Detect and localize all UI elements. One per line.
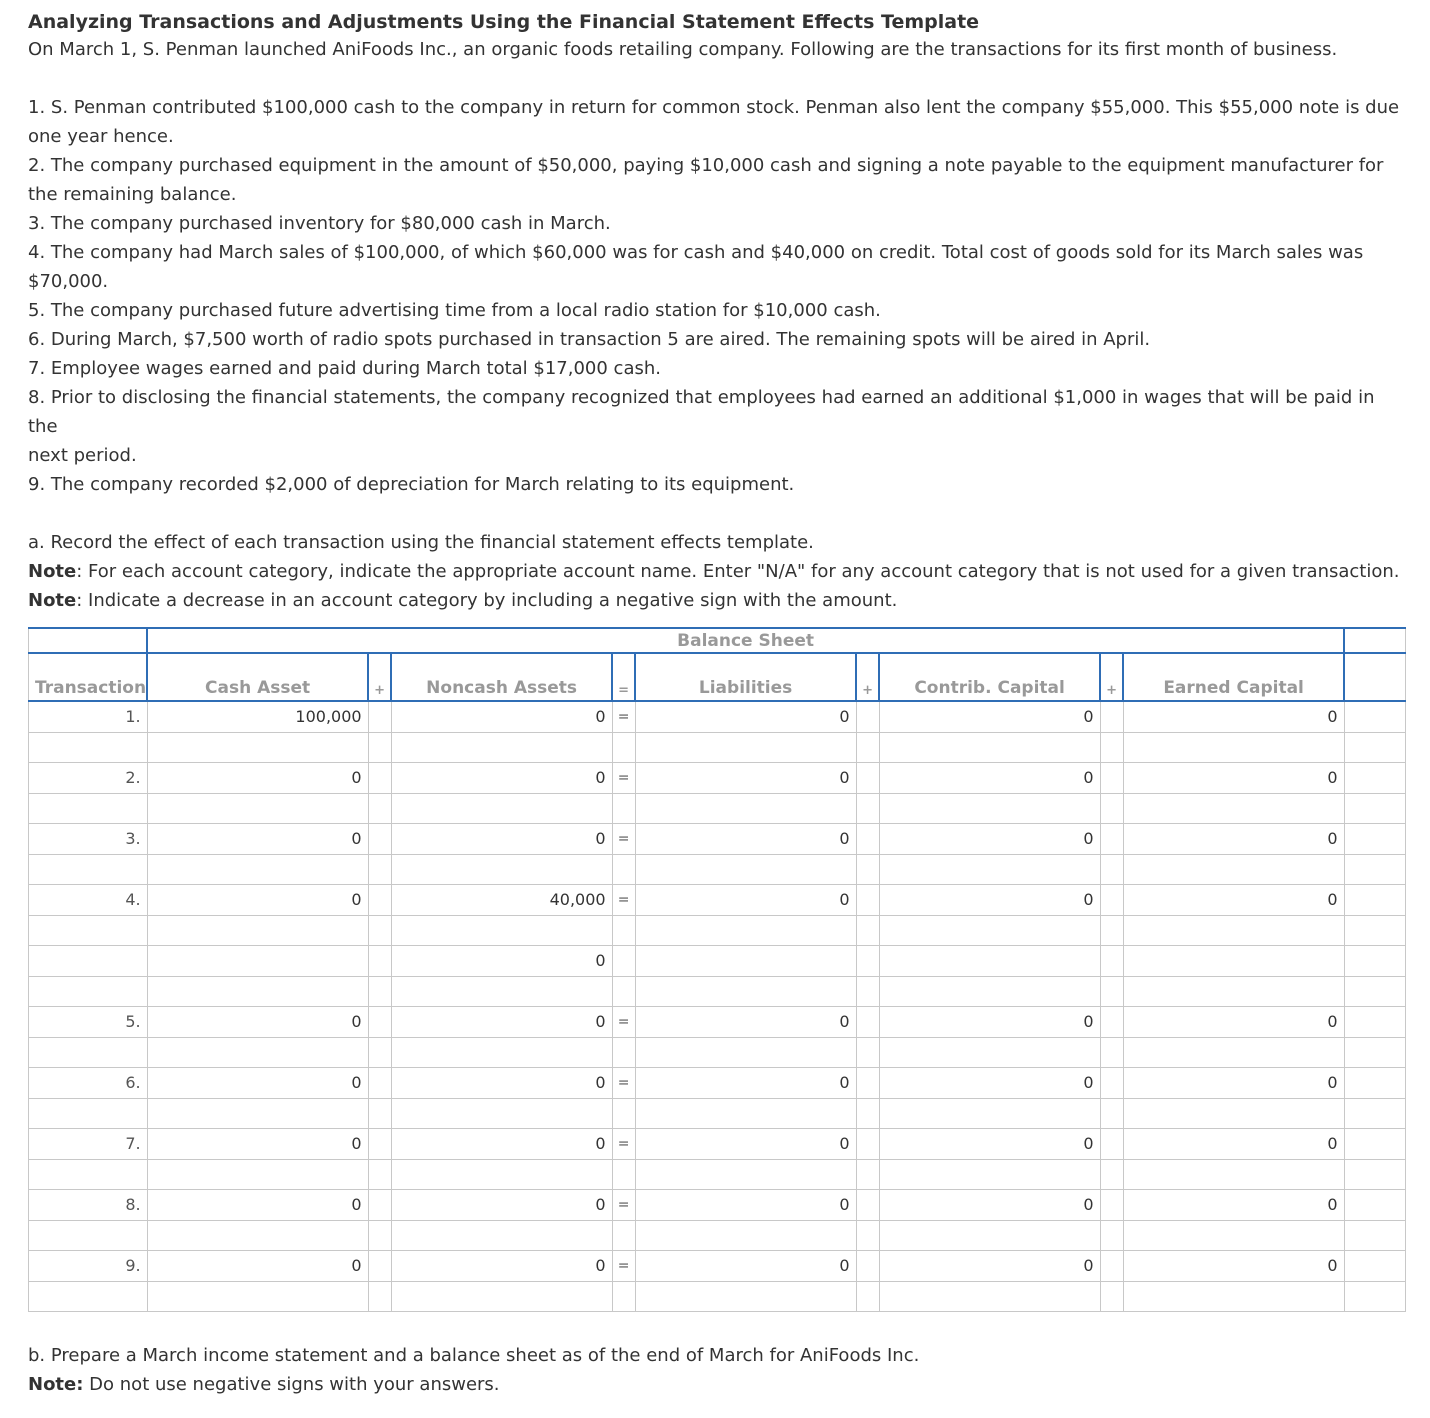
operator-cell	[368, 1128, 391, 1159]
account-name-row	[29, 732, 1406, 762]
noncash-assets-cell[interactable]: 0	[391, 1006, 612, 1037]
table-row	[29, 1189, 1406, 1220]
operator-cell	[856, 762, 879, 793]
operator-cell	[1100, 1250, 1123, 1281]
spacer-cell	[1344, 1128, 1405, 1159]
account-name-input[interactable]	[1123, 1220, 1344, 1250]
blank-cell	[856, 915, 879, 945]
cash-asset-cell[interactable]: 100,000	[147, 701, 368, 732]
earned-capital-cell[interactable]	[1123, 945, 1344, 976]
transaction-number: 5.	[29, 1006, 148, 1037]
blank-cell	[29, 854, 148, 884]
operator-cell	[1100, 701, 1123, 732]
account-name-row	[29, 854, 1406, 884]
blank-cell	[612, 1037, 635, 1067]
account-name-input[interactable]	[147, 1098, 368, 1128]
equals-cell: =	[612, 1250, 635, 1281]
plus-icon: +	[1100, 653, 1123, 701]
blank-cell	[29, 1220, 148, 1250]
account-name-row	[29, 1220, 1406, 1250]
blank-cell	[1344, 1220, 1405, 1250]
transaction-line: $70,000.	[28, 271, 109, 292]
operator-cell	[1100, 823, 1123, 854]
cash-asset-cell[interactable]	[147, 945, 368, 976]
blank-cell	[1100, 915, 1123, 945]
noncash-assets-cell[interactable]: 0	[391, 701, 612, 732]
transaction-number: 7.	[29, 1128, 148, 1159]
part-b-instruction: b. Prepare a March income statement and a balance sheet as of the end of March for AniFoods Inc.	[28, 1345, 920, 1366]
account-name-input[interactable]	[391, 854, 612, 884]
transaction-number: 1.	[29, 701, 148, 732]
earned-capital-cell[interactable]: 0	[1123, 1006, 1344, 1037]
spacer-cell	[1344, 1006, 1405, 1037]
account-name-input[interactable]	[1123, 854, 1344, 884]
account-name-input[interactable]	[147, 1159, 368, 1189]
contrib-capital-cell[interactable]	[879, 945, 1100, 976]
noncash-assets-cell[interactable]: 0	[391, 945, 612, 976]
account-name-input[interactable]	[1123, 793, 1344, 823]
transaction-line: 6. During March, $7,500 worth of radio spots purchased in transaction 5 are aired. The remaining spots will be aired in April.	[28, 329, 1151, 350]
blank-cell	[1100, 793, 1123, 823]
transaction-number	[29, 945, 148, 976]
note-label: Note	[28, 561, 77, 582]
operator-cell	[368, 823, 391, 854]
blank-cell	[856, 732, 879, 762]
operator-cell	[1100, 1006, 1123, 1037]
col-transaction: Transaction	[29, 653, 148, 701]
account-name-input[interactable]	[879, 793, 1100, 823]
operator-cell	[368, 1189, 391, 1220]
transaction-line: 2. The company purchased equipment in the amount of $50,000, paying $10,000 cash and signing a note payable to the equipment manufacturer for	[28, 155, 1384, 176]
table-row	[29, 1067, 1406, 1098]
contrib-capital-cell[interactable]: 0	[879, 823, 1100, 854]
part-b-section	[28, 1341, 1408, 1399]
blank-cell	[856, 854, 879, 884]
noncash-assets-cell[interactable]: 0	[391, 1189, 612, 1220]
equals-icon: =	[612, 653, 635, 701]
cash-asset-cell[interactable]: 0	[147, 1250, 368, 1281]
table-row	[29, 884, 1406, 915]
blank-cell	[856, 976, 879, 1006]
operator-cell	[856, 945, 879, 976]
liabilities-cell[interactable]	[635, 945, 856, 976]
liabilities-cell[interactable]: 0	[635, 1189, 856, 1220]
account-name-input[interactable]	[879, 1098, 1100, 1128]
balance-sheet-label: Balance Sheet	[147, 628, 1344, 653]
transaction-number: 4.	[29, 884, 148, 915]
col-noncash-assets: Noncash Assets	[391, 653, 612, 701]
column-header-row	[29, 653, 1406, 701]
blank-cell	[1344, 1037, 1405, 1067]
blank-cell	[1344, 854, 1405, 884]
equals-cell: =	[612, 1189, 635, 1220]
account-name-input[interactable]	[1123, 1098, 1344, 1128]
liabilities-cell[interactable]: 0	[635, 1250, 856, 1281]
equals-cell: =	[612, 823, 635, 854]
account-name-row	[29, 1281, 1406, 1311]
account-name-input[interactable]	[635, 854, 856, 884]
blank-cell	[1344, 1098, 1405, 1128]
transaction-line: 9. The company recorded $2,000 of depreciation for March relating to its equipment.	[28, 474, 795, 495]
account-name-row	[29, 1159, 1406, 1189]
account-name-input[interactable]	[147, 854, 368, 884]
account-name-input[interactable]	[391, 1159, 612, 1189]
note-text: : For each account category, indicate the appropriate account name. Enter "N/A" for any account category that is not used for a given transaction.	[76, 561, 1400, 582]
transaction-line: 3. The company purchased inventory for $80,000 cash in March.	[28, 213, 611, 234]
blank-cell	[612, 1281, 635, 1311]
transaction-line: 1. S. Penman contributed $100,000 cash to the company in return for common stock. Penman also lent the company $55,000. This $55,000 note is due	[28, 97, 1400, 118]
earned-capital-cell[interactable]: 0	[1123, 823, 1344, 854]
account-name-input[interactable]	[879, 1159, 1100, 1189]
transaction-number: 6.	[29, 1067, 148, 1098]
blank-cell	[29, 1281, 148, 1311]
blank-cell	[368, 793, 391, 823]
operator-cell	[1100, 1128, 1123, 1159]
contrib-capital-cell[interactable]: 0	[879, 1128, 1100, 1159]
blank-cell	[1344, 793, 1405, 823]
blank-cell	[1344, 1281, 1405, 1311]
blank-cell	[29, 793, 148, 823]
note-text: : Indicate a decrease in an account category by including a negative sign with the amount.	[76, 590, 898, 611]
account-name-input[interactable]	[879, 732, 1100, 762]
spacer-cell	[1344, 1189, 1405, 1220]
operator-cell	[368, 701, 391, 732]
blank-cell	[1100, 1281, 1123, 1311]
blank-cell	[1344, 732, 1405, 762]
account-name-input[interactable]	[879, 915, 1100, 945]
account-name-input[interactable]	[635, 1037, 856, 1067]
transaction-number: 3.	[29, 823, 148, 854]
operator-cell	[1100, 762, 1123, 793]
account-name-input[interactable]	[635, 1220, 856, 1250]
equals-cell: =	[612, 1067, 635, 1098]
blank-cell	[368, 854, 391, 884]
earned-capital-cell[interactable]: 0	[1123, 701, 1344, 732]
equals-cell: =	[612, 884, 635, 915]
blank-cell	[1100, 1159, 1123, 1189]
financial-statement-effects-table	[28, 627, 1406, 1312]
part-a-instruction: a. Record the effect of each transaction using the financial statement effects template.	[28, 532, 814, 553]
account-name-input[interactable]	[391, 1037, 612, 1067]
table-row	[29, 762, 1406, 793]
blank-cell	[856, 793, 879, 823]
note-label: Note	[28, 590, 77, 611]
col-earned-capital: Earned Capital	[1123, 653, 1344, 701]
account-name-input[interactable]	[391, 915, 612, 945]
liabilities-cell[interactable]: 0	[635, 1067, 856, 1098]
blank-cell	[612, 976, 635, 1006]
blank-cell	[368, 1281, 391, 1311]
blank-cell	[856, 1281, 879, 1311]
operator-cell	[1100, 1067, 1123, 1098]
account-name-input[interactable]	[147, 1037, 368, 1067]
equals-cell: =	[612, 762, 635, 793]
account-name-input[interactable]	[1123, 1037, 1344, 1067]
blank-cell	[29, 1098, 148, 1128]
blank-cell	[1344, 976, 1405, 1006]
part-a-note-2	[28, 586, 1408, 615]
earned-capital-cell[interactable]: 0	[1123, 1189, 1344, 1220]
spacer-cell	[1344, 823, 1405, 854]
account-name-input[interactable]	[391, 1220, 612, 1250]
cash-asset-cell[interactable]: 0	[147, 1189, 368, 1220]
account-name-input[interactable]	[635, 1159, 856, 1189]
blank-cell	[368, 1159, 391, 1189]
transaction-line: 8. Prior to disclosing the financial statements, the company recognized that employees had earned an additional $1,000 in wages that will be paid in the	[28, 387, 1375, 437]
spacer-cell	[1344, 762, 1405, 793]
col-liabilities: Liabilities	[635, 653, 856, 701]
account-name-input[interactable]	[635, 1281, 856, 1311]
operator-cell	[856, 1067, 879, 1098]
cash-asset-cell[interactable]: 0	[147, 1006, 368, 1037]
transactions-list	[28, 93, 1408, 499]
account-name-input[interactable]	[147, 915, 368, 945]
account-name-input[interactable]	[1123, 1159, 1344, 1189]
operator-cell	[856, 823, 879, 854]
spacer-cell	[1344, 1067, 1405, 1098]
account-name-input[interactable]	[1123, 976, 1344, 1006]
blank-cell	[29, 976, 148, 1006]
operator-cell	[856, 884, 879, 915]
table-row	[29, 1006, 1406, 1037]
blank-cell	[612, 1159, 635, 1189]
blank-cell	[368, 915, 391, 945]
transaction-number: 8.	[29, 1189, 148, 1220]
blank-cell	[612, 1098, 635, 1128]
table-row	[29, 823, 1406, 854]
account-name-input[interactable]	[147, 732, 368, 762]
blank-cell	[368, 1220, 391, 1250]
spacer-cell	[1344, 884, 1405, 915]
operator-cell	[368, 762, 391, 793]
blank-cell	[612, 1220, 635, 1250]
plus-icon: +	[368, 653, 391, 701]
cash-asset-cell[interactable]: 0	[147, 823, 368, 854]
liabilities-cell[interactable]: 0	[635, 884, 856, 915]
contrib-capital-cell[interactable]: 0	[879, 1250, 1100, 1281]
blank-cell	[612, 793, 635, 823]
part-b-note	[28, 1370, 1408, 1399]
operator-cell	[856, 1128, 879, 1159]
account-name-input[interactable]	[879, 976, 1100, 1006]
account-name-input[interactable]	[879, 1281, 1100, 1311]
table-row	[29, 701, 1406, 732]
plus-icon: +	[856, 653, 879, 701]
operator-cell	[1100, 884, 1123, 915]
transaction-line: next period.	[28, 445, 137, 466]
blank-cell	[29, 1159, 148, 1189]
blank-cell	[1100, 976, 1123, 1006]
blank-cell	[1100, 854, 1123, 884]
liabilities-cell[interactable]: 0	[635, 1006, 856, 1037]
blank-cell	[29, 732, 148, 762]
operator-cell	[1100, 1189, 1123, 1220]
account-name-row	[29, 1037, 1406, 1067]
operator-cell	[368, 884, 391, 915]
noncash-assets-cell[interactable]: 0	[391, 823, 612, 854]
account-name-input[interactable]	[1123, 732, 1344, 762]
earned-capital-cell[interactable]: 0	[1123, 1067, 1344, 1098]
account-name-input[interactable]	[635, 915, 856, 945]
contrib-capital-cell[interactable]: 0	[879, 701, 1100, 732]
blank-cell	[1100, 1037, 1123, 1067]
part-a-note-1	[28, 557, 1408, 586]
account-name-input[interactable]	[635, 793, 856, 823]
earned-capital-cell[interactable]: 0	[1123, 1128, 1344, 1159]
operator-cell	[856, 701, 879, 732]
account-name-input[interactable]	[391, 976, 612, 1006]
equals-cell	[612, 945, 635, 976]
operator-cell	[1100, 945, 1123, 976]
noncash-assets-cell[interactable]: 0	[391, 762, 612, 793]
blank-cell	[856, 1220, 879, 1250]
equals-cell: =	[612, 1006, 635, 1037]
note-label: Note:	[28, 1374, 84, 1395]
earned-capital-cell[interactable]: 0	[1123, 884, 1344, 915]
operator-cell	[368, 1250, 391, 1281]
noncash-assets-cell[interactable]: 0	[391, 1067, 612, 1098]
noncash-assets-cell[interactable]: 0	[391, 1128, 612, 1159]
blank-cell	[368, 976, 391, 1006]
earned-capital-cell[interactable]: 0	[1123, 762, 1344, 793]
equals-cell: =	[612, 1128, 635, 1159]
blank-cell	[856, 1098, 879, 1128]
blank-cell	[612, 732, 635, 762]
cash-asset-cell[interactable]: 0	[147, 884, 368, 915]
operator-cell	[856, 1189, 879, 1220]
operator-cell	[856, 1250, 879, 1281]
account-name-input[interactable]	[147, 793, 368, 823]
account-name-row	[29, 915, 1406, 945]
account-name-input[interactable]	[391, 793, 612, 823]
earned-capital-cell[interactable]: 0	[1123, 1250, 1344, 1281]
cash-asset-cell[interactable]: 0	[147, 762, 368, 793]
account-name-row	[29, 793, 1406, 823]
table-row	[29, 1250, 1406, 1281]
blank-cell	[29, 1037, 148, 1067]
account-name-input[interactable]	[147, 1220, 368, 1250]
account-name-input[interactable]	[879, 1220, 1100, 1250]
account-name-input[interactable]	[879, 854, 1100, 884]
transaction-line: the remaining balance.	[28, 184, 237, 205]
operator-cell	[368, 945, 391, 976]
account-name-input[interactable]	[391, 1098, 612, 1128]
cash-asset-cell[interactable]: 0	[147, 1128, 368, 1159]
equals-cell: =	[612, 701, 635, 732]
blank-cell	[1100, 1220, 1123, 1250]
blank-cell	[1344, 915, 1405, 945]
account-name-input[interactable]	[391, 1281, 612, 1311]
blank-cell	[29, 915, 148, 945]
liabilities-cell[interactable]: 0	[635, 1128, 856, 1159]
page-title: Analyzing Transactions and Adjustments Using the Financial Statement Effects Template	[28, 11, 980, 33]
cash-asset-cell[interactable]: 0	[147, 1067, 368, 1098]
account-name-input[interactable]	[635, 976, 856, 1006]
contrib-capital-cell[interactable]: 0	[879, 1067, 1100, 1098]
spacer-cell	[1344, 701, 1405, 732]
account-name-row	[29, 1098, 1406, 1128]
blank-cell	[612, 915, 635, 945]
intro-text: On March 1, S. Penman launched AniFoods Inc., an organic foods retailing company. Following are the transactions for its first month of business.	[28, 39, 1338, 60]
transaction-line: one year hence.	[28, 126, 174, 147]
operator-cell	[368, 1006, 391, 1037]
note-text: Do not use negative signs with your answers.	[83, 1374, 500, 1395]
blank-cell	[612, 854, 635, 884]
balance-sheet-header-row	[29, 628, 1406, 653]
blank-cell	[368, 732, 391, 762]
spacer-cell	[1344, 1250, 1405, 1281]
contrib-capital-cell[interactable]: 0	[879, 884, 1100, 915]
account-name-input[interactable]	[391, 732, 612, 762]
account-name-input[interactable]	[879, 1037, 1100, 1067]
transaction-line: 4. The company had March sales of $100,000, of which $60,000 was for cash and $40,000 on credit. Total cost of goods sold for its March sales was	[28, 242, 1364, 263]
blank-cell	[1100, 732, 1123, 762]
account-name-input[interactable]	[147, 1281, 368, 1311]
transaction-line: 5. The company purchased future advertising time from a local radio station for $10,000 cash.	[28, 300, 881, 321]
transaction-line: 7. Employee wages earned and paid during March total $17,000 cash.	[28, 358, 661, 379]
blank-cell	[1100, 1098, 1123, 1128]
operator-cell	[856, 1006, 879, 1037]
blank-cell	[856, 1159, 879, 1189]
blank-cell	[368, 1098, 391, 1128]
contrib-capital-cell[interactable]: 0	[879, 762, 1100, 793]
account-name-row	[29, 976, 1406, 1006]
table-row	[29, 945, 1406, 976]
blank-cell	[856, 1037, 879, 1067]
transaction-number: 9.	[29, 1250, 148, 1281]
liabilities-cell[interactable]: 0	[635, 762, 856, 793]
account-name-input[interactable]	[635, 732, 856, 762]
blank-cell	[368, 1037, 391, 1067]
liabilities-cell[interactable]: 0	[635, 701, 856, 732]
contrib-capital-cell[interactable]: 0	[879, 1189, 1100, 1220]
liabilities-cell[interactable]: 0	[635, 823, 856, 854]
account-name-input[interactable]	[147, 976, 368, 1006]
account-name-input[interactable]	[635, 1098, 856, 1128]
spacer-cell	[1344, 945, 1405, 976]
account-name-input[interactable]	[1123, 915, 1344, 945]
part-a-instructions	[28, 528, 1408, 615]
contrib-capital-cell[interactable]: 0	[879, 1006, 1100, 1037]
table-row	[29, 1128, 1406, 1159]
account-name-input[interactable]	[1123, 1281, 1344, 1311]
noncash-assets-cell[interactable]: 40,000	[391, 884, 612, 915]
operator-cell	[368, 1067, 391, 1098]
transaction-number: 2.	[29, 762, 148, 793]
noncash-assets-cell[interactable]: 0	[391, 1250, 612, 1281]
blank-cell	[1344, 1159, 1405, 1189]
col-contrib-capital: Contrib. Capital	[879, 653, 1100, 701]
col-cash-asset: Cash Asset	[147, 653, 368, 701]
